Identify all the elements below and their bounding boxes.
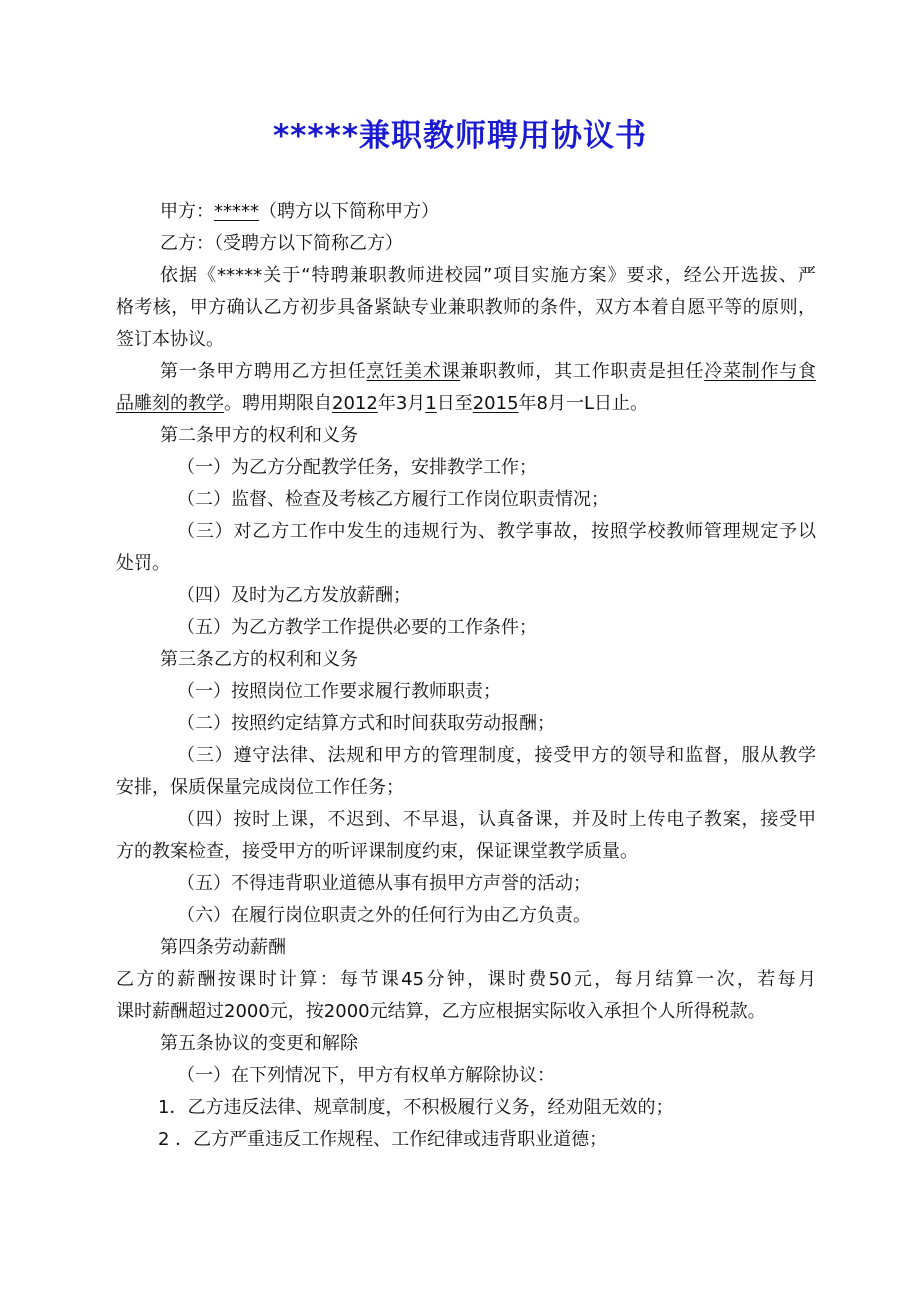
month-char: 月 bbox=[407, 393, 426, 414]
article-3-heading: 第三条乙方的权利和义务 bbox=[160, 649, 358, 670]
article-3-item: （六）在履行岗位职责之外的任何行为由乙方负责。 bbox=[177, 905, 591, 926]
party-b-line bbox=[116, 228, 816, 260]
article-3-item: （四）按时上课，不迟到、不早退，认真备课，并及时上传电子教案，接受甲 bbox=[177, 809, 816, 830]
article-3-item-cont: 安排，保质保量完成岗位工作任务； bbox=[116, 777, 404, 798]
article-3-item: （一）按照岗位工作要求履行教师职责； bbox=[177, 681, 501, 702]
party-a-note: （聘方以下简称甲方） bbox=[259, 201, 439, 222]
article-1-line-1 bbox=[116, 356, 816, 388]
article-3-item: （五）不得违背职业道德从事有损甲方声誉的活动； bbox=[177, 873, 591, 894]
article-2-item-cont: 处罚。 bbox=[116, 553, 170, 574]
article-5-item: （一）在下列情况下，甲方有权单方解除协议： bbox=[177, 1065, 555, 1086]
preamble-line-1: 依据《*****关于“特聘兼职教师进校园”项目实施方案》要求，经公开选拔、严 bbox=[160, 265, 816, 286]
article-2-heading: 第二条甲方的权利和义务 bbox=[160, 425, 358, 446]
article-2-item: （三）对乙方工作中发生的违规行为、教学事故，按照学校教师管理规定予以 bbox=[177, 521, 816, 542]
article-1-text: 第一条甲方聘用乙方担任 bbox=[160, 361, 367, 382]
article-3-item: （二）按照约定结算方式和时间获取劳动报酬； bbox=[177, 713, 555, 734]
document-body bbox=[116, 196, 816, 1156]
article-5-heading: 第五条协议的变更和解除 bbox=[160, 1033, 358, 1054]
article-1-text: 日至 bbox=[436, 393, 473, 414]
article-1-duty-cont: 品雕刻的教学 bbox=[116, 393, 224, 414]
article-4-heading: 第四条劳动薪酬 bbox=[160, 937, 286, 958]
end-year: 2015 bbox=[472, 393, 519, 414]
article-3-item: （三）遵守法律、法规和甲方的管理制度，接受甲方的领导和监督，服从教学 bbox=[177, 745, 816, 766]
document-title: *****兼职教师聘用协议书 bbox=[272, 118, 648, 154]
party-a-label: 甲方： bbox=[160, 201, 214, 222]
article-2-item: （一）为乙方分配教学任务，安排教学工作； bbox=[177, 457, 537, 478]
article-1-course: 烹饪美术课 bbox=[366, 361, 461, 382]
party-b-note: （受聘方以下简称乙方） bbox=[214, 233, 403, 254]
article-4-line-2: 课时薪酬超过2000元，按2000元结算，乙方应根据实际收入承担个人所得税款。 bbox=[116, 1001, 766, 1022]
article-1-text: 年8月一L日止。 bbox=[518, 393, 649, 414]
article-5-subitem: 2 ．乙方严重违反工作规程、工作纪律或违背职业道德； bbox=[158, 1129, 608, 1150]
party-a-line bbox=[116, 196, 816, 228]
article-4-line-1: 乙方的薪酬按课时计算：每节课45分钟，课时费50元，每月结算一次，若每月 bbox=[116, 969, 816, 990]
article-1-text: 兼职教师，其工作职责是担任 bbox=[460, 361, 705, 382]
party-a-name: ***** bbox=[214, 201, 259, 222]
start-day: 1 bbox=[425, 393, 437, 414]
preamble-line-2: 格考核，甲方确认乙方初步具备紧缺专业兼职教师的条件，双方本着自愿平等的原则， bbox=[116, 297, 816, 318]
start-month: 3 bbox=[395, 393, 408, 414]
article-1-line-2 bbox=[116, 388, 816, 420]
article-3-item-cont: 方的教案检查，接受甲方的听评课制度约束，保证课堂教学质量。 bbox=[116, 841, 638, 862]
start-year: 2012 bbox=[332, 393, 378, 414]
article-1-duty: 冷菜制作与食 bbox=[704, 361, 817, 382]
article-2-item: （五）为乙方教学工作提供必要的工作条件； bbox=[177, 617, 537, 638]
article-1-text: 。聘用期限自 bbox=[224, 393, 332, 414]
year-char: 年 bbox=[377, 393, 396, 414]
preamble-line-3: 签订本协议。 bbox=[116, 329, 224, 350]
article-5-subitem: 1．乙方违反法律、规章制度，不积极履行义务，经劝阻无效的； bbox=[158, 1097, 674, 1118]
article-2-item: （二）监督、检查及考核乙方履行工作岗位职责情况； bbox=[177, 489, 609, 510]
party-b-label: 乙方： bbox=[160, 233, 214, 254]
article-2-item: （四）及时为乙方发放薪酬； bbox=[177, 585, 411, 606]
